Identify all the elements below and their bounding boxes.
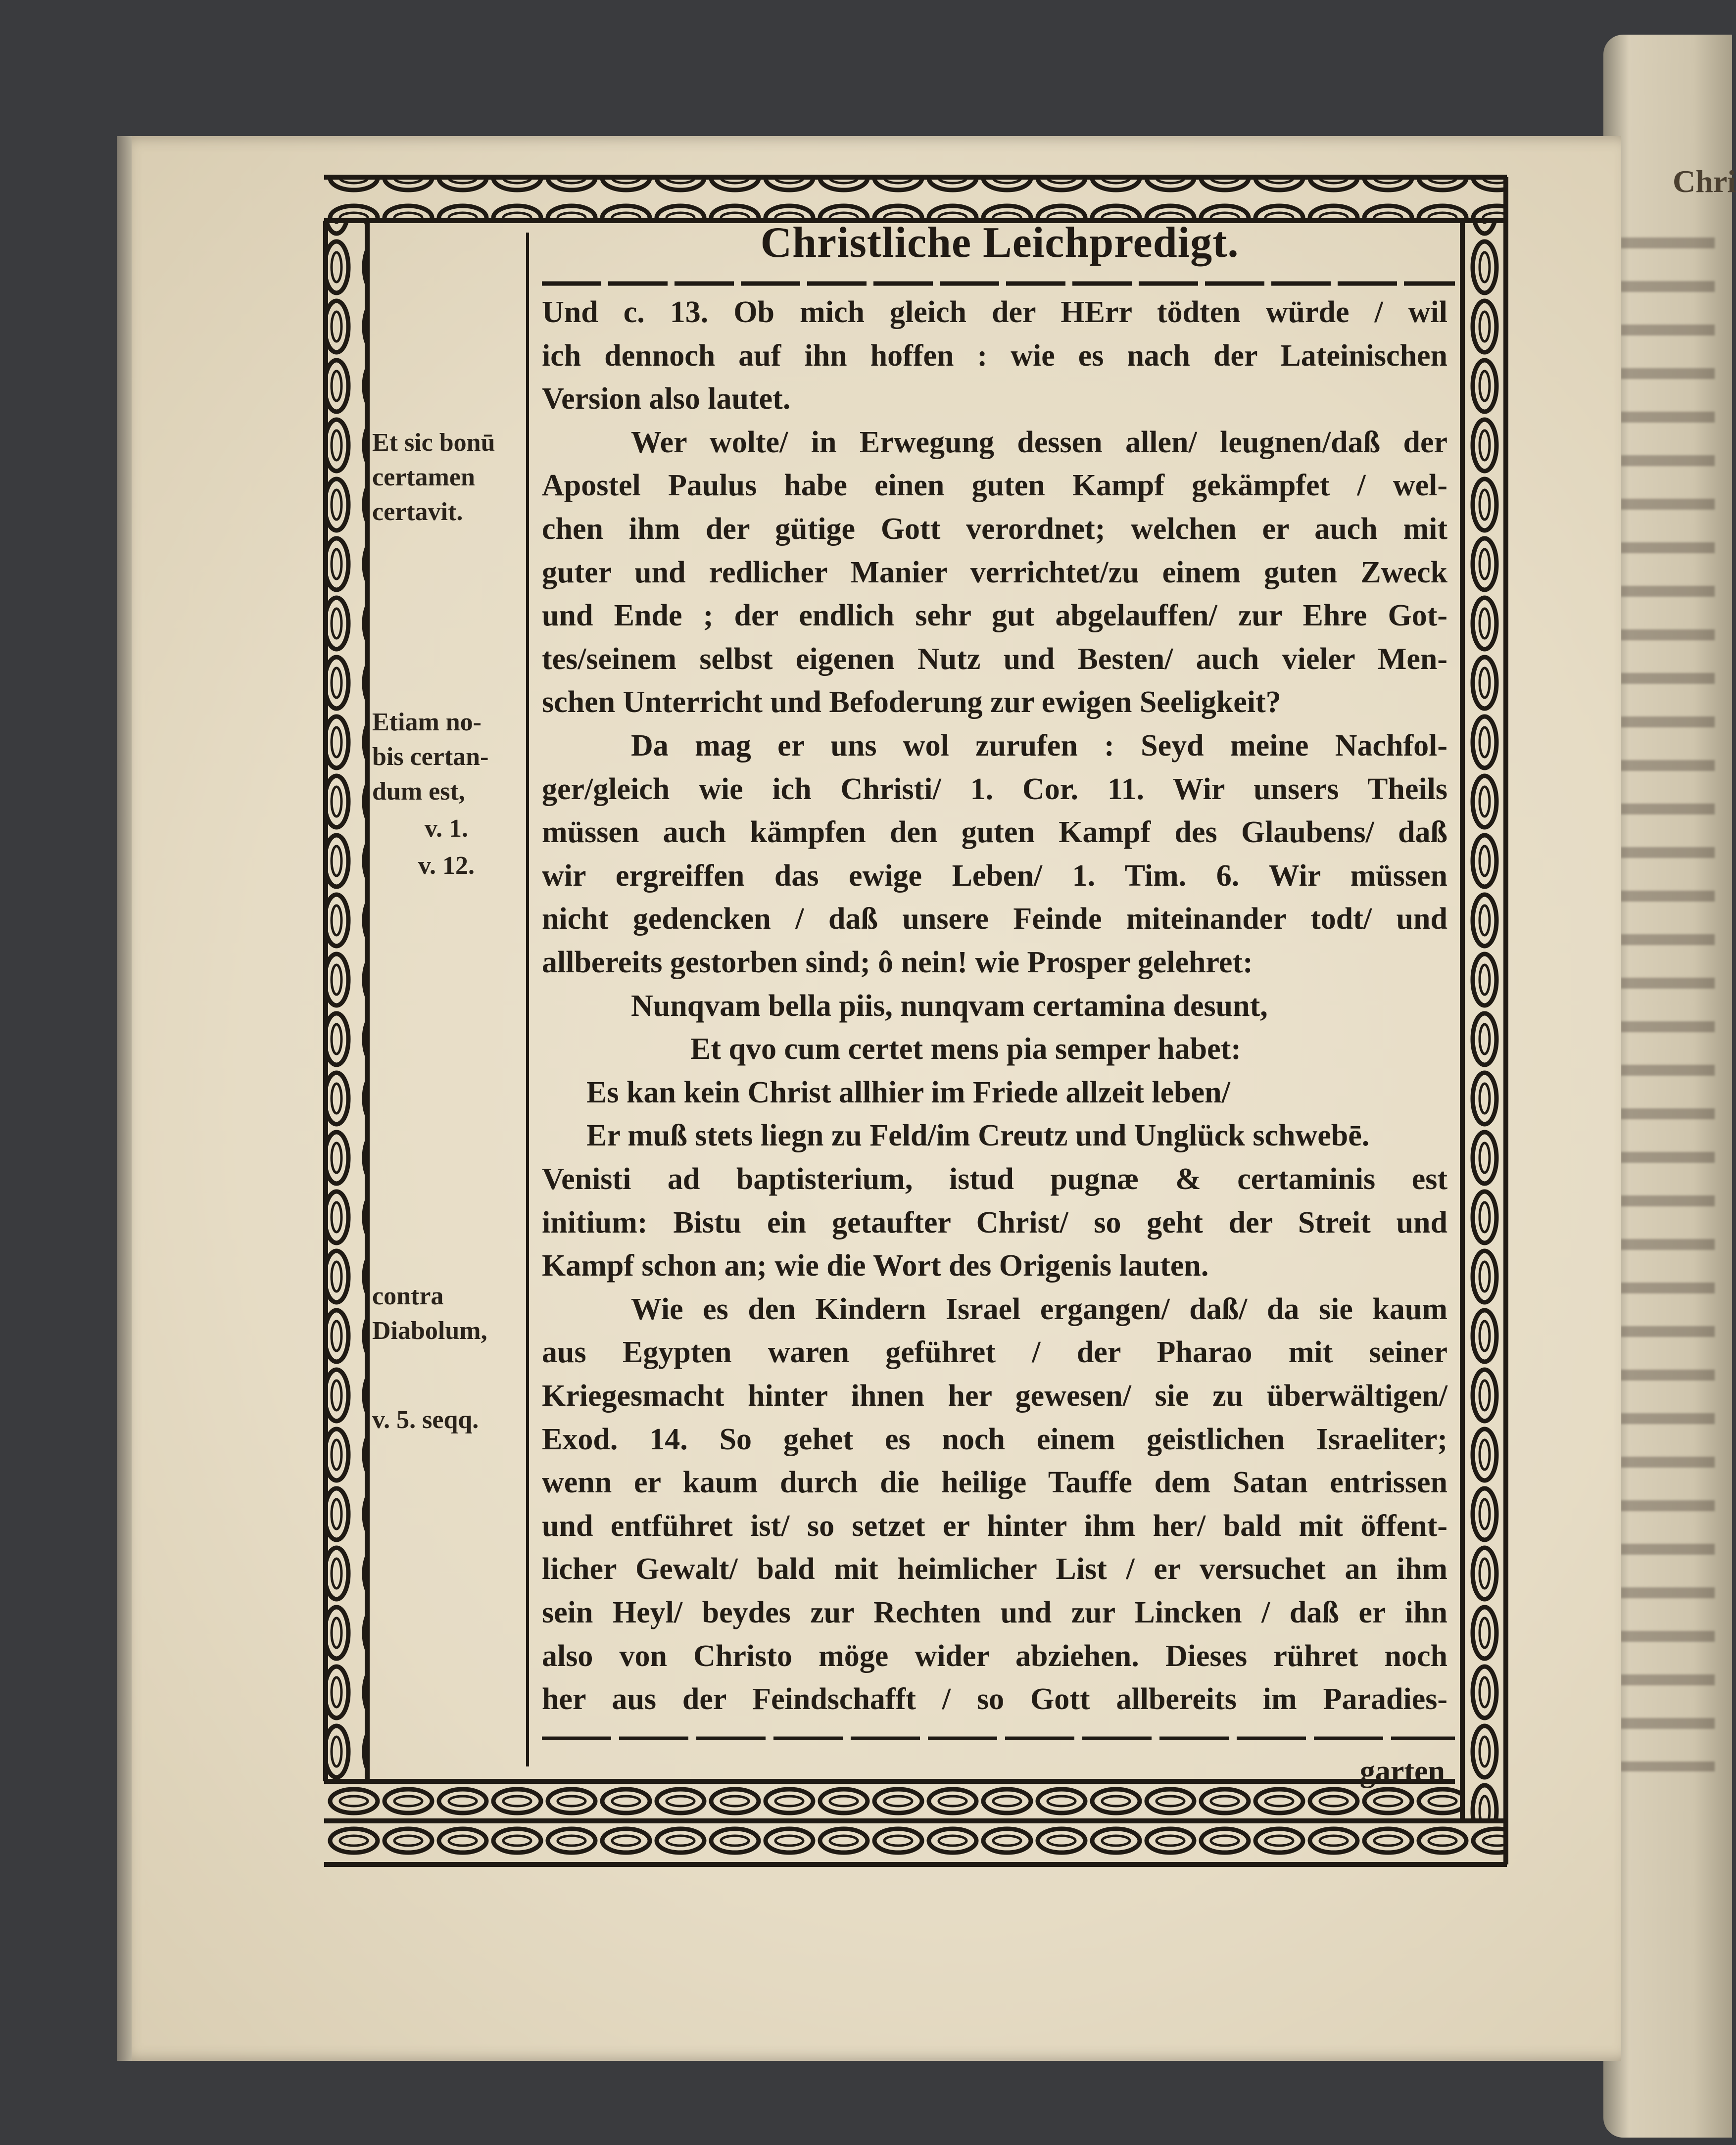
text-line: allbereits gestorben sind; ô nein! wie Prosper gelehret:: [542, 946, 1253, 979]
text-line: schen Unterricht und Befoderung zur ewigen Seeligkeit?: [542, 685, 1281, 719]
text-line: und Ende ; der endlich sehr gut abgelauffen/ zur Ehre Got-: [542, 599, 1447, 633]
text-line: Exod. 14. So gehet es noch einem geistlichen Israeliter;: [542, 1422, 1447, 1456]
adjacent-page-header: Chri: [1673, 164, 1736, 199]
text-line: Venisti ad baptisterium, istud pugnæ & certaminis est: [542, 1162, 1447, 1196]
text-line: Version also lautet.: [542, 382, 791, 416]
text-line: initium: Bistu ein getaufter Christ/ so geht der Streit und: [542, 1205, 1447, 1239]
text-line: also von Christo möge wider abziehen. Dieses rühret noch: [542, 1639, 1447, 1673]
text-line: licher Gewalt/ bald mit heimlicher List / er versuchet an ihm: [542, 1552, 1447, 1586]
text-line: wir ergreiffen das ewige Leben/ 1. Tim. 6. Wir müssen: [542, 858, 1447, 893]
margin-note: Etiam no-: [372, 708, 482, 736]
text-line: Kriegesmacht hinter ihnen her gewesen/ sie zu überwältigen/: [542, 1379, 1447, 1413]
text-line: her aus der Feindschafft / so Gott allbereits im Paradies-: [542, 1682, 1447, 1716]
text-line: guter und redlicher Manier verrichtet/zu einem guten Zweck: [542, 555, 1447, 589]
text-line: Kampf schon an; wie die Wort des Origenis lauten.: [542, 1249, 1209, 1283]
text-line: und entführet ist/ so setzet er hinter ihm her/ bald mit öffent-: [542, 1509, 1447, 1543]
text-line: Er muß stets liegn zu Feld/im Creutz und Unglück schwebē.: [586, 1119, 1370, 1153]
running-header: Christliche Leichpredigt.: [760, 219, 1239, 267]
text-line: Wie es den Kindern Israel ergangen/ daß/ da sie kaum: [631, 1292, 1447, 1326]
text-line: Et qvo cum certet mens pia semper habet:: [690, 1032, 1241, 1066]
text-line: nicht gedencken / daß unsere Feinde miteinander todt/ und: [542, 902, 1447, 936]
margin-note: bis certan-: [372, 743, 489, 771]
frame-right-band: [1464, 221, 1504, 1821]
margin-note: v. 1.: [424, 814, 469, 843]
margin-note: certamen: [372, 463, 475, 491]
text-line: Apostel Paulus habe einen guten Kampf gekämpfet / wel-: [542, 469, 1447, 503]
text-line: chen ihm der gütige Gott verordnet; welchen er auch mit: [542, 512, 1447, 546]
text-line: sein Heyl/ beydes zur Rechten und zur Lincken / daß er ihn: [542, 1596, 1447, 1629]
frame-bottom-band-2: [327, 1823, 1507, 1862]
text-line: tes/seinem selbst eigenen Nutz und Besten/ auch vieler Men-: [542, 642, 1447, 676]
margin-note: v. 5. seqq.: [372, 1406, 479, 1434]
text-line: aus Egypten waren geführet / der Pharao mit seiner: [542, 1335, 1447, 1370]
margin-note: Et sic bonū: [372, 429, 495, 457]
frame-left-band: [328, 221, 366, 1781]
margin-note: v. 12.: [418, 852, 475, 880]
text-line: Es kan kein Christ allhier im Friede allzeit leben/: [586, 1075, 1230, 1109]
text-line: Wer wolte/ in Erwegung dessen allen/ leugnen/daß der: [631, 425, 1447, 459]
text-line: Nunqvam bella piis, nunqvam certamina desunt,: [631, 989, 1268, 1023]
text-line: Und c. 13. Ob mich gleich der HErr tödten würde / wil: [542, 295, 1447, 329]
text-line: Da mag er uns wol zurufen : Seyd meine Nachfol-: [631, 729, 1447, 763]
catchword: garten: [1359, 1755, 1445, 1788]
frame-top-band: [327, 179, 1507, 219]
margin-note: Diabolum,: [372, 1317, 487, 1345]
text-line: ger/gleich wie ich Christi/ 1. Cor. 11. Wir unsers Theils: [542, 772, 1447, 806]
text-line: ich dennoch auf ihn hoffen : wie es nach der Lateinischen: [542, 338, 1447, 373]
margin-note: dum est,: [372, 777, 465, 806]
text-line: müssen auch kämpfen den guten Kampf des Glaubens/ daß: [542, 815, 1447, 850]
text-line: wenn er kaum durch die heilige Tauffe dem Satan entrissen: [542, 1466, 1447, 1500]
margin-note: certavit.: [372, 498, 463, 526]
margin-note: contra: [372, 1282, 444, 1310]
